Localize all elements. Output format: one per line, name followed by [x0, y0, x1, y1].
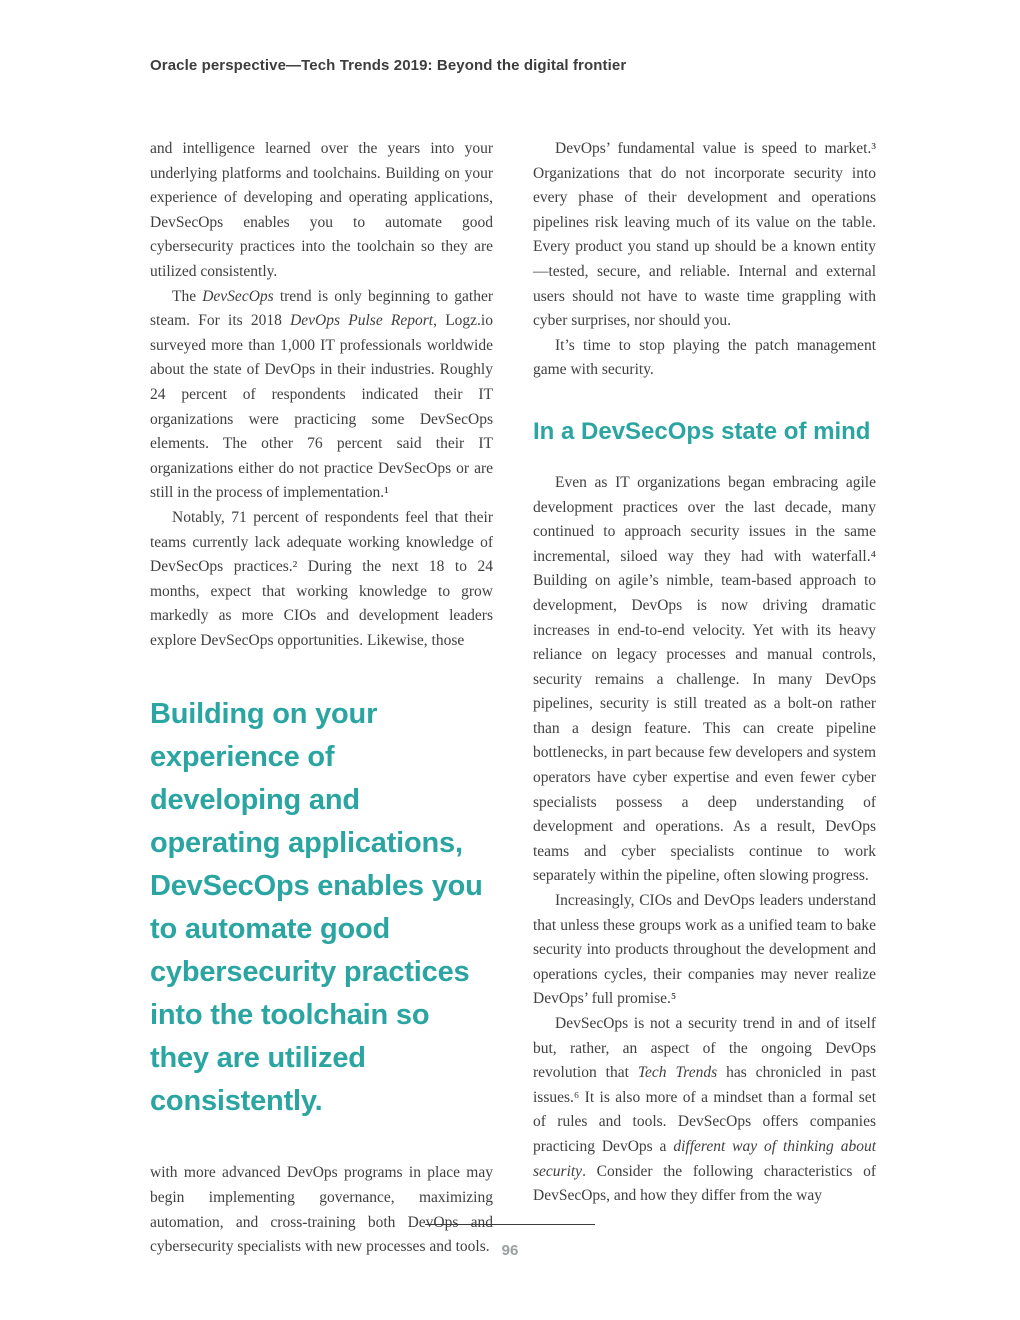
paragraph: with more advanced DevOps programs in place may begin implementing governance, maximizing automation, and cross-training both DevOps and cybersecurity specialists with new processes and tools. — [150, 1164, 493, 1256]
section-heading: In a DevSecOps state of mind — [533, 417, 871, 445]
paragraph: Increasingly, CIOs and DevOps leaders understand that unless these groups work as a unified team to bake security into products throughout the development and operations cycles, their companies may never realize DevOps’ full promise.⁵ — [533, 892, 876, 1008]
page-number: 96 — [501, 1242, 519, 1259]
text-segment-italic: different way of thinking about security — [533, 1137, 876, 1180]
text-segment-italic: DevOps Pulse Report — [290, 312, 434, 330]
two-column-layout — [150, 137, 876, 1260]
paragraph — [533, 1012, 876, 1209]
text-segment: The — [172, 287, 203, 305]
paragraph — [150, 285, 493, 506]
paragraph: and intelligence learned over the years into your underlying platforms and toolchains. Building on your experience of developing and operating applications, DevSecOps enables you to automate good cybersecurity practices into the toolchain so they are utilized consistently. — [150, 140, 493, 280]
text-segment: DevSecOps is not a security trend in and of itself but, rather, an aspect of the ongoing DevOps revolution that — [533, 1015, 876, 1082]
right-column — [533, 137, 876, 1260]
paragraph: Even as IT organizations began embracing agile development practices over the last decade, many continued to approach security issues in the same incremental, siloed way they had with waterfall.⁴ Building on agile’s nimble, team-based approach to development, DevOps is now driving dramatic increases in end-to-end velocity. Yet with its heavy reliance on legacy processes and manual controls, security remains a challenge. In many DevOps pipelines, security is still treated as a bolt-on rather than a design feature. This can create pipeline bottlenecks, in part because few developers and system operators have cyber expertise and even fewer cyber specialists possess a deep understanding of development and operations. As a result, DevOps teams and cyber specialists continue to work separately within the pipeline, often slowing progress. — [533, 473, 876, 885]
text-segment: has chronicled in past issues.⁶ It is also more of a mindset than a formal set of rules and tools. DevSecOps offers companies practicing DevOps a — [533, 1064, 877, 1155]
text-segment: , Logz.io surveyed more than 1,000 IT professionals worldwide about the state of DevOps in their industries. Roughly 24 percent of respondents indicated their IT organizations were practicing some DevSecOps elements. The other 76 percent said their IT organizations either do not practice DevSecOps or are still in the process of implementation.¹ — [150, 312, 493, 502]
footer-rule — [425, 1224, 595, 1225]
paragraph: DevOps’ fundamental value is speed to market.³ Organizations that do not incorporate security into every phase of their development and operations pipelines risk leaving much of its value on the table. Every product you stand up should be a known entity—tested, secure, and reliable. Internal and external users should not have to waste time grappling with cyber surprises, nor should you. — [533, 140, 876, 330]
text-segment-italic: Tech Trends — [637, 1064, 718, 1082]
pull-quote: Building on your experience of developing and operating applications, DevSecOps enables you to automate good cybersecurity practices into the toolchain so they are utilized consistently. — [150, 698, 483, 1118]
paragraph: It’s time to stop playing the patch management game with security. — [533, 336, 876, 379]
text-segment-italic: DevSecOps — [202, 287, 274, 305]
text-segment: trend is only beginning to gather steam. For its 2018 — [150, 287, 493, 330]
paragraph: Notably, 71 percent of respondents feel that their teams currently lack adequate working knowledge of DevSecOps practices.² During the next 18 to 24 months, expect that working knowledge to grow markedly as more CIOs and development leaders explore DevSecOps opportunities. Likewise, those — [150, 508, 493, 649]
text-segment: . Consider the following characteristics of DevSecOps, and how they differ from the way — [533, 1162, 876, 1205]
left-column — [150, 137, 493, 1260]
running-header: Oracle perspective—Tech Trends 2019: Beyond the digital frontier — [150, 57, 627, 74]
